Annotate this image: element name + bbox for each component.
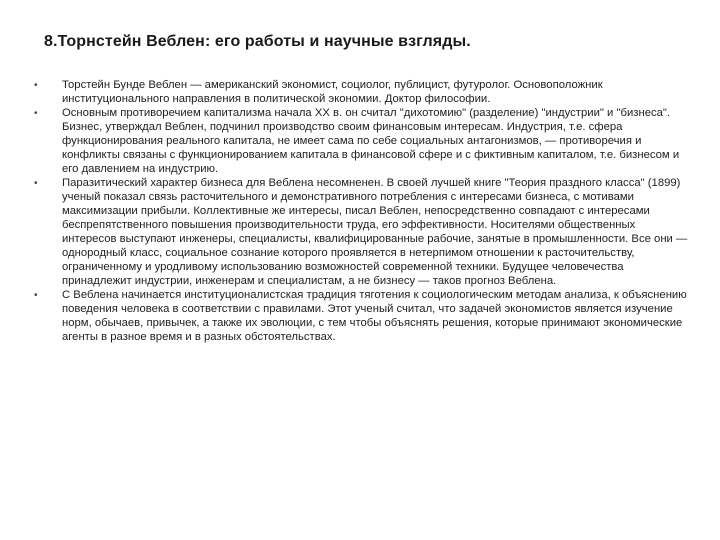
bullet-item-4 xyxy=(0,288,720,344)
bullet-list xyxy=(0,78,720,344)
bullet-item-2 xyxy=(0,106,720,176)
bullet-text: Паразитический характер бизнеса для Веблена несомненен. В своей лучшей книге "Теория праздного класса" (1899) ученый показал связь расточительного и демонстративного потребления с интересами бизнеса, с мотивами максимизации прибыли. Коллективные же интересы, писал Веблен, непосредственно совпадают с интересами беспрепятственного повышения производительности труда, его эффективности. Носителями общественных интересов выступают инженеры, специалисты, квалифицированные рабочие, занятые в промышленности. Все они — однородный класс, социальное сознание которого проявляется в нетерпимом отношении к расточительству, ограниченному и уродливому использованию возможностей современной техники. Будущее человечества принадлежит индустрии, инженерам и специалистам, а не бизнесу — таков прогноз Веблена. xyxy=(62,177,688,287)
bullet-marker: • xyxy=(34,108,38,119)
bullet-marker: • xyxy=(34,80,38,91)
bullet-text: С Веблена начинается институционалистская традиция тяготения к социологическим методам анализа, к объяснению поведения человека в соответствии с правилами. Этот ученый считал, что задачей экономистов является изучение норм, обычаев, привычек, а также их эволюции, с тем чтобы объяснять решения, которые принимают экономические агенты в разное время и в разных обстоятельствах. xyxy=(62,289,687,343)
bullet-text: Торстейн Бунде Веблен — американский экономист, социолог, публицист, футуролог. Основоположник институционального направления в политической экономии. Доктор философии. xyxy=(62,79,603,105)
bullet-text: Основным противоречием капитализма начала XX в. он считал "дихотомию" (разделение) "индустрии" и "бизнеса". Бизнес, утверждал Веблен, подчинил производство своим финансовым интересам. Индустрия, т.е. сфера функционирования реального капитала, не имеет сама по себе социальных антагонизмов, — противоречия и конфликты связаны с функционированием капитала в финансовой сфере и с фиктивным капиталом, т.е. бизнесом и его давлением на индустрию. xyxy=(62,107,680,175)
bullet-item-1 xyxy=(0,78,720,106)
slide-title: 8.Торнстейн Веблен: его работы и научные взгляды. xyxy=(44,33,471,50)
bullet-marker: • xyxy=(34,178,38,189)
bullet-item-3 xyxy=(0,176,720,288)
bullet-marker: • xyxy=(34,290,38,301)
